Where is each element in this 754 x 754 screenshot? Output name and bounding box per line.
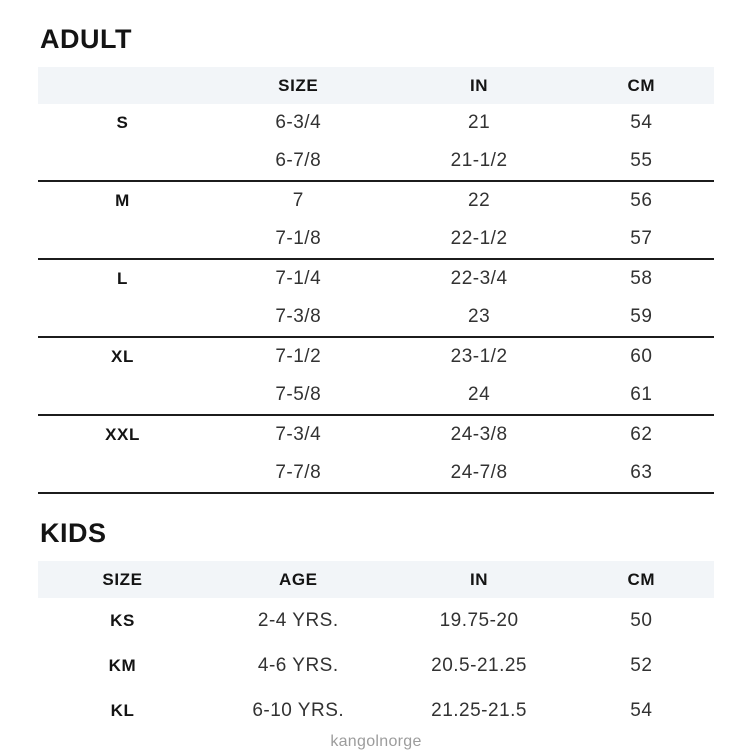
kids-centimeters-cell: 54 [630, 699, 653, 721]
adult-table-row [38, 298, 714, 337]
kids-column-header: AGE [278, 569, 318, 589]
kids-size-label: KL [110, 700, 135, 720]
kids-header-row [38, 561, 714, 598]
adult-size-group-label: M [115, 191, 130, 210]
kids-size-table [38, 561, 714, 733]
adult-inches-cell: 24 [390, 376, 569, 415]
footer-brand-label: kangolnorge [330, 733, 422, 750]
adult-centimeters-cell: 54 [630, 112, 653, 133]
adult-centimeters-cell: 61 [569, 376, 714, 415]
adult-table-row [38, 181, 714, 220]
adult-hat-size-cell: 7-1/2 [275, 346, 322, 367]
kids-table-row [38, 643, 714, 688]
adult-section-title: ADULT [40, 24, 132, 54]
adult-size-group-label: XXL [105, 425, 140, 444]
adult-centimeters-cell: 63 [569, 454, 714, 493]
adult-centimeters-cell: 59 [569, 298, 714, 337]
adult-table-row [38, 376, 714, 415]
adult-size-group-label [38, 142, 207, 181]
adult-inches-cell: 24-3/8 [450, 424, 508, 445]
adult-table-row [38, 259, 714, 298]
adult-hat-size-cell: 7-5/8 [207, 376, 390, 415]
adult-size-group-label [38, 376, 207, 415]
adult-hat-size-cell: 7-7/8 [207, 454, 390, 493]
adult-column-header [38, 67, 207, 104]
adult-centimeters-cell: 60 [630, 346, 653, 367]
adult-inches-cell: 23-1/2 [450, 346, 508, 367]
adult-centimeters-cell: 62 [630, 424, 653, 445]
adult-inches-cell: 24-7/8 [390, 454, 569, 493]
adult-size-group-label: S [116, 113, 129, 132]
adult-inches-cell: 21 [468, 112, 491, 133]
adult-inches-cell: 22-1/2 [390, 220, 569, 259]
kids-age-cell: 6-10 YRS. [252, 699, 345, 721]
adult-header-row [38, 67, 714, 104]
adult-column-header: SIZE [278, 75, 319, 95]
adult-hat-size-cell: 7 [292, 190, 304, 211]
adult-centimeters-cell: 58 [630, 268, 653, 289]
adult-hat-size-cell: 7-1/4 [275, 268, 322, 289]
adult-table-body [38, 104, 714, 493]
adult-table-row [38, 337, 714, 376]
adult-size-table [38, 67, 714, 494]
kids-inches-cell: 21.25-21.5 [431, 699, 527, 721]
adult-size-group-label [38, 220, 207, 259]
adult-section [38, 26, 714, 494]
adult-inches-cell: 22-3/4 [450, 268, 508, 289]
kids-table-row [38, 688, 714, 733]
adult-column-header: IN [469, 75, 489, 95]
kids-inches-cell: 19.75-20 [439, 609, 519, 631]
adult-centimeters-cell: 56 [630, 190, 653, 211]
kids-age-cell: 4-6 YRS. [257, 654, 339, 676]
kids-size-label: KM [108, 655, 137, 675]
kids-column-header: SIZE [102, 569, 143, 589]
kids-section-title: KIDS [40, 518, 107, 548]
kids-table-body [38, 598, 714, 733]
adult-table-row [38, 142, 714, 181]
adult-size-group-label [38, 298, 207, 337]
adult-size-group-label: XL [111, 347, 134, 366]
adult-hat-size-cell: 6-7/8 [207, 142, 390, 181]
kids-column-header: CM [627, 569, 656, 589]
kids-age-cell: 2-4 YRS. [257, 609, 339, 631]
kids-inches-cell: 20.5-21.25 [431, 654, 527, 676]
adult-inches-cell: 21-1/2 [390, 142, 569, 181]
adult-hat-size-cell: 7-1/8 [207, 220, 390, 259]
adult-table-row [38, 454, 714, 493]
adult-table-row [38, 220, 714, 259]
adult-table-row [38, 104, 714, 142]
kids-column-header: IN [469, 569, 489, 589]
adult-size-group-label: L [117, 269, 128, 288]
adult-inches-cell: 22 [468, 190, 491, 211]
kids-section [38, 494, 714, 733]
kids-centimeters-cell: 52 [630, 654, 653, 676]
adult-hat-size-cell: 6-3/4 [275, 112, 322, 133]
kids-size-label: KS [110, 610, 135, 630]
adult-hat-size-cell: 7-3/4 [275, 424, 322, 445]
adult-column-header: CM [627, 75, 656, 95]
kids-table-row [38, 598, 714, 643]
adult-centimeters-cell: 55 [569, 142, 714, 181]
adult-size-group-label [38, 454, 207, 493]
adult-hat-size-cell: 7-3/8 [207, 298, 390, 337]
adult-centimeters-cell: 57 [569, 220, 714, 259]
kids-centimeters-cell: 50 [630, 609, 653, 631]
adult-table-row [38, 415, 714, 454]
adult-inches-cell: 23 [390, 298, 569, 337]
